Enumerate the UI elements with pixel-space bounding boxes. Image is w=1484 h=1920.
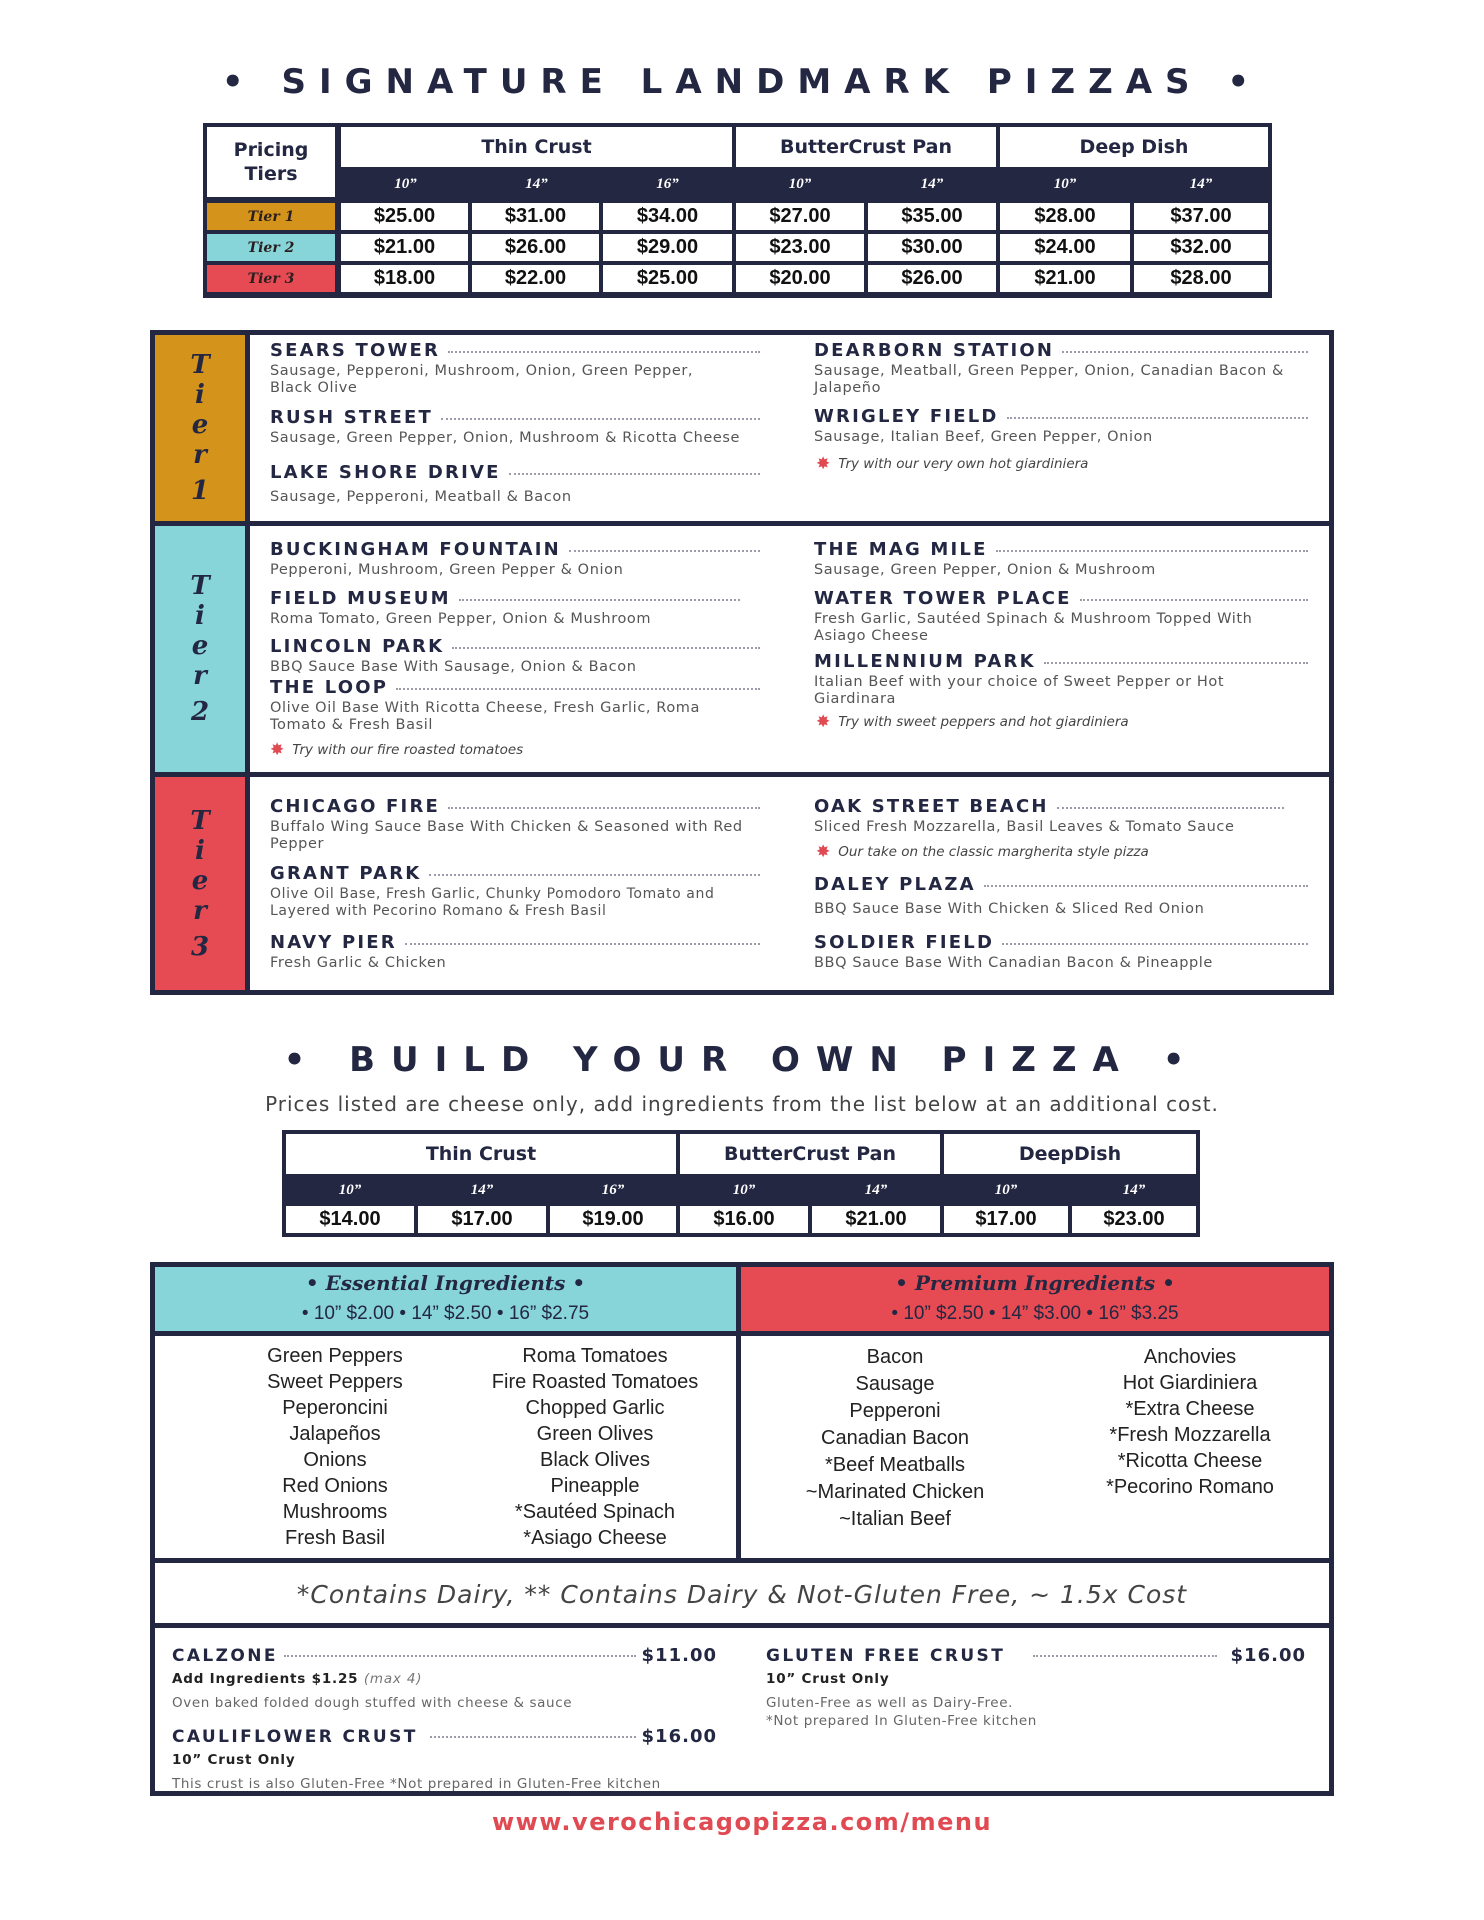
note-text: Try with our very own hot giardiniera — [838, 456, 1089, 472]
item-price: $11.00 — [641, 1645, 717, 1666]
size-label: 10” — [394, 176, 417, 192]
menu-item — [270, 539, 760, 579]
price-cell: $35.00 — [868, 203, 996, 230]
ingredient: Sweet Peppers — [267, 1371, 403, 1393]
item-name: SOLDIER FIELD — [814, 932, 995, 953]
ingredient: *Beef Meatballs — [824, 1454, 966, 1476]
item-name: BUCKINGHAM FOUNTAIN — [270, 539, 561, 560]
price-cell: $19.00 — [550, 1206, 676, 1233]
note-text: Try with sweet peppers and hot giardiniera — [838, 714, 1129, 730]
size-label: 14” — [470, 1182, 494, 1198]
tier-1-note — [816, 454, 1088, 474]
divider — [155, 1331, 1329, 1336]
price-cell: $28.00 — [1000, 203, 1130, 230]
item-desc: Sausage, Italian Beef, Green Pepper, Onion — [814, 429, 1153, 445]
item-name: MILLENNIUM PARK — [814, 651, 1036, 672]
size-label: 10” — [338, 1182, 362, 1198]
tier-letter: T — [190, 805, 210, 836]
tier-letter: r — [193, 661, 207, 691]
item-desc: Roma Tomato, Green Pepper, Onion & Mushroom — [270, 611, 652, 627]
tier-2-tab — [155, 526, 250, 772]
item-desc: Olive Oil Base, Fresh Garlic, Chunky Pomodoro Tomato and Layered with Pecorino Romano & Fresh Basil — [270, 886, 715, 919]
menu-item — [270, 636, 760, 676]
price-cell: $25.00 — [603, 265, 732, 292]
tier-1-label: Tier 1 — [207, 203, 335, 230]
price-cell: $25.00 — [341, 203, 468, 230]
ingredient: Fire Roasted Tomatoes — [491, 1371, 699, 1393]
ingredient: *Asiago Cheese — [523, 1527, 667, 1549]
crust-header-deepdish: DeepDish — [944, 1134, 1196, 1174]
tier-letter: i — [195, 380, 205, 410]
menu-item — [814, 874, 1308, 918]
essential-prices: • 10” $2.00 • 14” $2.50 • 16” $2.75 — [301, 1303, 590, 1324]
ingredient: ~Marinated Chicken — [805, 1481, 985, 1503]
price-cell: $26.00 — [868, 265, 996, 292]
price-cell: $27.00 — [736, 203, 864, 230]
price-cell: $29.00 — [603, 234, 732, 261]
item-desc: Fresh Garlic & Chicken — [270, 955, 447, 971]
price-cell: $30.00 — [868, 234, 996, 261]
item-name: THE LOOP — [270, 677, 389, 698]
item-desc: Sausage, Meatball, Green Pepper, Onion, Canadian Bacon & Jalapeño — [814, 363, 1284, 396]
price-cell: $32.00 — [1134, 234, 1268, 261]
premium-title: • Premium Ingredients • — [895, 1271, 1175, 1295]
size-label: 10” — [994, 1182, 1018, 1198]
tier-3-label: Tier 3 — [207, 265, 335, 292]
pricing-tiers-header — [207, 127, 335, 197]
item-name: DALEY PLAZA — [814, 874, 976, 895]
item-name: DEARBORN STATION — [814, 340, 1055, 361]
ingredient: Anchovies — [1143, 1346, 1237, 1368]
crust-header-buttercrust: ButterCrust Pan — [680, 1134, 940, 1174]
essential-list-right — [455, 1343, 735, 1551]
item-desc: Sausage, Pepperoni, Mushroom, Onion, Green Pepper, Black Olive — [270, 363, 694, 396]
ingredient: Green Peppers — [267, 1345, 403, 1367]
ingredient: ~Italian Beef — [839, 1508, 951, 1530]
ingredient: *Sautéed Spinach — [514, 1501, 676, 1523]
essential-title: • Essential Ingredients • — [305, 1271, 586, 1295]
item-desc: Sliced Fresh Mozzarella, Basil Leaves & Tomato Sauce — [814, 819, 1235, 835]
tier-letter: e — [191, 631, 209, 661]
tier-letter: r — [193, 895, 207, 926]
item-sub-note: (max 4) — [363, 1671, 423, 1687]
cauliflower-item — [172, 1726, 717, 1793]
premium-header — [741, 1267, 1329, 1331]
tier-letter: r — [193, 440, 207, 470]
item-name: NAVY PIER — [270, 932, 397, 953]
menu-item — [814, 588, 1308, 645]
item-name: CALZONE — [172, 1646, 278, 1666]
signature-price-table — [203, 123, 1272, 298]
disclaimer: *Contains Dairy, ** Contains Dairy & Not-Gluten Free, ~ 1.5x Cost — [296, 1580, 1188, 1609]
star-icon: ✸ — [816, 842, 831, 862]
menu-item — [270, 932, 760, 972]
ingredient: Peperoncini — [282, 1397, 388, 1419]
menu-item — [270, 407, 760, 447]
menu-item — [270, 462, 760, 506]
essential-header — [155, 1267, 736, 1331]
item-desc: Gluten-Free as well as Dairy-Free. *Not prepared In Gluten-Free kitchen — [766, 1695, 1037, 1729]
item-name: RUSH STREET — [270, 407, 433, 428]
menu-item — [270, 796, 760, 853]
crust-header-deepdish: Deep Dish — [1000, 127, 1268, 167]
tier-letter: i — [195, 835, 205, 866]
item-desc: Sausage, Green Pepper, Onion, Mushroom & Ricotta Cheese — [270, 430, 741, 446]
size-label: 10” — [732, 1182, 756, 1198]
item-name: WRIGLEY FIELD — [814, 406, 999, 427]
menu-item — [270, 340, 760, 397]
menu-item — [814, 651, 1308, 708]
ingredients-box — [150, 1262, 1334, 1796]
item-name: LAKE SHORE DRIVE — [270, 462, 501, 483]
size-label: 14” — [920, 176, 944, 192]
tier-3-note — [816, 842, 1149, 862]
ingredient: Pepperoni — [849, 1400, 941, 1422]
ingredient: Sausage — [855, 1373, 935, 1395]
tier-letter: e — [191, 865, 209, 896]
tier-letter: i — [195, 601, 205, 631]
price-cell: $17.00 — [418, 1206, 546, 1233]
item-desc: BBQ Sauce Base With Canadian Bacon & Pineapple — [814, 955, 1213, 971]
tier-letter: T — [190, 350, 210, 380]
tier-2-note-right — [816, 712, 1129, 732]
size-label: 14” — [864, 1182, 888, 1198]
ingredient: Black Olives — [539, 1449, 651, 1471]
tier-letter: T — [190, 571, 210, 601]
ingredient: *Pecorino Romano — [1106, 1476, 1274, 1498]
price-cell: $23.00 — [1072, 1206, 1196, 1233]
price-cell: $21.00 — [1000, 265, 1130, 292]
item-name: OAK STREET BEACH — [814, 796, 1049, 817]
website-link[interactable]: www.verochicagopizza.com/menu — [491, 1808, 993, 1836]
essential-list-left — [215, 1343, 455, 1551]
item-price: $16.00 — [641, 1726, 717, 1747]
item-desc: Buffalo Wing Sauce Base With Chicken & Seasoned with Red Pepper — [270, 819, 743, 852]
byo-title: • BUILD YOUR OWN PIZZA • — [283, 1040, 1201, 1080]
size-label: 16” — [656, 176, 679, 192]
item-name: GLUTEN FREE CRUST — [766, 1646, 1006, 1666]
byo-subtitle: Prices listed are cheese only, add ingredients from the list below at an additional cost. — [265, 1092, 1219, 1116]
ingredient: Red Onions — [282, 1475, 388, 1497]
size-label: 10” — [1053, 176, 1077, 192]
menu-item — [814, 340, 1308, 397]
premium-list-left — [775, 1344, 1015, 1533]
price-cell: $31.00 — [472, 203, 599, 230]
item-sub: Add Ingredients $1.25 — [172, 1671, 359, 1687]
ingredient: Pineapple — [550, 1475, 640, 1497]
item-desc: Olive Oil Base With Ricotta Cheese, Fresh Garlic, Roma Tomato & Fresh Basil — [270, 700, 701, 733]
divider — [155, 1623, 1329, 1628]
menu-item — [814, 406, 1308, 446]
star-icon: ✸ — [816, 712, 831, 732]
price-cell: $34.00 — [603, 203, 732, 230]
ingredient: Mushrooms — [282, 1501, 388, 1523]
size-label: 14” — [1122, 1182, 1146, 1198]
item-desc: Fresh Garlic, Sautéed Spinach & Mushroom Topped With Asiago Cheese — [814, 611, 1253, 644]
ingredient: *Ricotta Cheese — [1117, 1450, 1263, 1472]
price-cell: $18.00 — [341, 265, 468, 292]
tier-3-tab — [155, 777, 250, 990]
price-cell: $28.00 — [1134, 265, 1268, 292]
item-sub: 10” Crust Only — [766, 1671, 890, 1687]
item-name: SEARS TOWER — [270, 340, 441, 361]
menu-item — [814, 932, 1308, 972]
menu-item — [814, 539, 1308, 579]
ingredient: Hot Giardiniera — [1122, 1372, 1258, 1394]
item-name: LINCOLN PARK — [270, 636, 445, 657]
price-cell: $16.00 — [680, 1206, 808, 1233]
price-cell: $21.00 — [341, 234, 468, 261]
item-desc: BBQ Sauce Base With Chicken & Sliced Red Onion — [814, 901, 1205, 917]
ingredient: Fresh Basil — [284, 1527, 386, 1549]
price-cell: $23.00 — [736, 234, 864, 261]
ingredient: *Extra Cheese — [1125, 1398, 1255, 1420]
tier-2-note-left — [270, 740, 523, 760]
ingredient: Bacon — [866, 1346, 924, 1368]
tier-2-label: Tier 2 — [207, 234, 335, 261]
size-label: 14” — [525, 176, 548, 192]
star-icon: ✸ — [816, 454, 831, 474]
calzone-item — [172, 1645, 717, 1712]
tier-letter: 1 — [190, 476, 210, 506]
item-price: $16.00 — [1230, 1645, 1306, 1666]
menu-item — [270, 863, 760, 920]
ingredient: *Fresh Mozzarella — [1109, 1424, 1271, 1446]
menu-item — [814, 796, 1284, 836]
crust-header-buttercrust: ButterCrust Pan — [736, 127, 996, 167]
item-name: CHICAGO FIRE — [270, 796, 441, 817]
item-name: CAULIFLOWER CRUST — [172, 1727, 418, 1747]
crust-header-thin: Thin Crust — [286, 1134, 676, 1174]
tier-letter: e — [191, 410, 209, 440]
size-label: 10” — [788, 176, 812, 192]
note-text: Our take on the classic margherita style pizza — [838, 844, 1149, 860]
item-desc: Sausage, Green Pepper, Onion & Mushroom — [814, 562, 1156, 578]
item-desc: Italian Beef with your choice of Sweet Pepper or Hot Giardinara — [814, 674, 1225, 707]
item-name: FIELD MUSEUM — [270, 588, 451, 609]
menu-item — [270, 588, 740, 628]
price-cell: $22.00 — [472, 265, 599, 292]
price-cell: $21.00 — [812, 1206, 940, 1233]
price-cell: $24.00 — [1000, 234, 1130, 261]
price-cell: $17.00 — [944, 1206, 1068, 1233]
item-name: WATER TOWER PLACE — [814, 588, 1072, 609]
item-sub: 10” Crust Only — [172, 1752, 296, 1768]
size-label: 16” — [601, 1182, 625, 1198]
star-icon: ✸ — [270, 740, 285, 760]
ingredient: Chopped Garlic — [525, 1397, 665, 1419]
item-desc: Pepperoni, Mushroom, Green Pepper & Onion — [270, 562, 624, 578]
price-cell: $20.00 — [736, 265, 864, 292]
premium-prices: • 10” $2.50 • 14” $3.00 • 16” $3.25 — [891, 1303, 1179, 1324]
divider — [155, 1558, 1329, 1563]
byo-price-table — [282, 1130, 1200, 1237]
premium-list-right — [1060, 1344, 1320, 1500]
signature-title: • SIGNATURE LANDMARK PIZZAS • — [221, 62, 1263, 102]
note-text: Try with our fire roasted tomatoes — [292, 742, 524, 758]
item-name: THE MAG MILE — [814, 539, 988, 560]
crust-header-thin: Thin Crust — [341, 127, 732, 167]
price-cell: $37.00 — [1134, 203, 1268, 230]
gluten-free-item — [766, 1645, 1306, 1730]
ingredient: Green Olives — [536, 1423, 654, 1445]
ingredient: Jalapeños — [289, 1423, 381, 1445]
pricing-tiers-label: Pricing Tiers — [233, 139, 309, 185]
tier-1-tab — [155, 335, 250, 521]
item-desc: Sausage, Pepperoni, Meatball & Bacon — [270, 489, 572, 505]
tier-letter: 3 — [190, 931, 210, 962]
ingredient: Onions — [303, 1449, 367, 1471]
ingredient: Canadian Bacon — [821, 1427, 969, 1449]
size-label: 14” — [1189, 176, 1213, 192]
ingredient: Roma Tomatoes — [522, 1345, 668, 1367]
item-desc: Oven baked folded dough stuffed with cheese & sauce — [172, 1695, 573, 1711]
item-name: GRANT PARK — [270, 863, 422, 884]
item-desc: This crust is also Gluten-Free *Not prepared in Gluten-Free kitchen — [172, 1776, 661, 1792]
tier-letter: 2 — [190, 697, 210, 727]
menu-item — [270, 677, 760, 734]
price-cell: $26.00 — [472, 234, 599, 261]
price-cell: $14.00 — [286, 1206, 414, 1233]
item-desc: BBQ Sauce Base With Sausage, Onion & Bacon — [270, 659, 637, 675]
